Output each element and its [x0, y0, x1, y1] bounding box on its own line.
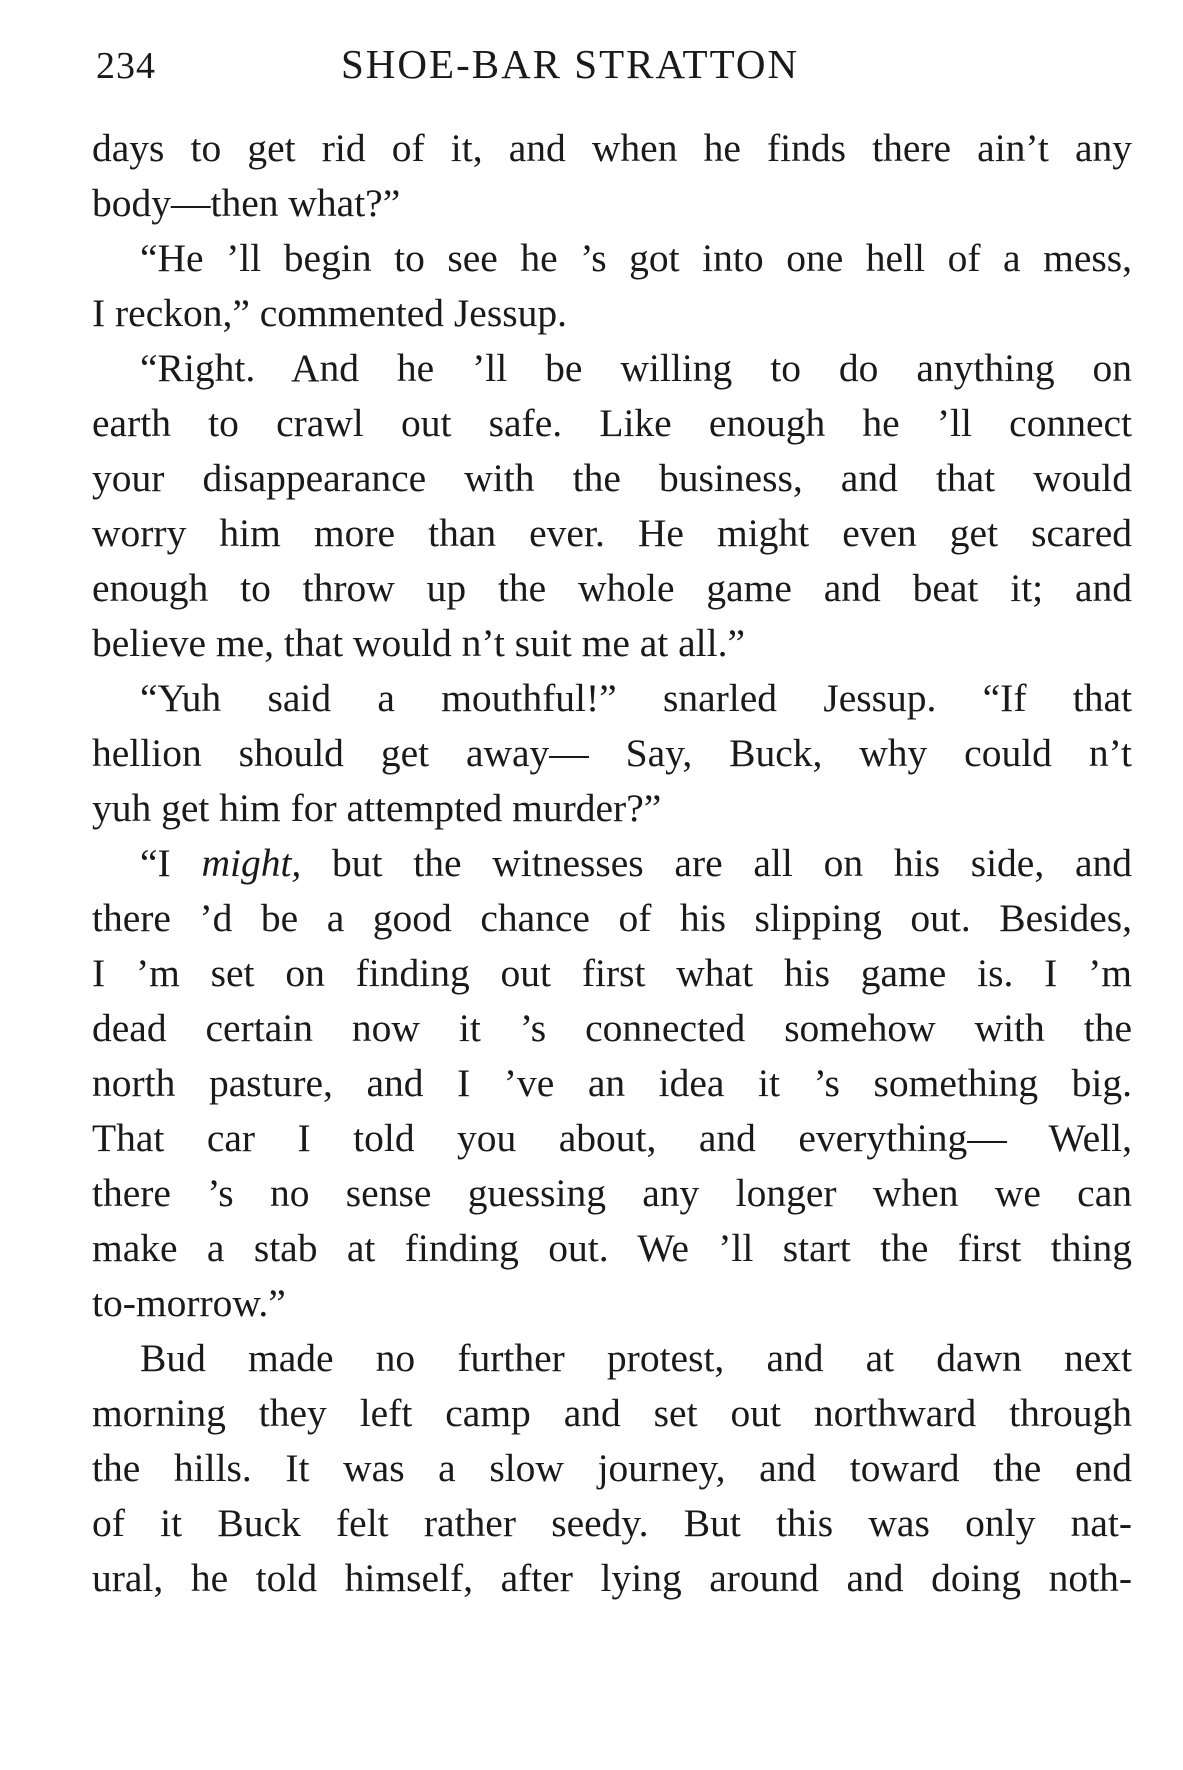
- text-line: ural, he told himself, after lying around and doing noth-: [92, 1556, 1132, 1600]
- text-line: make a stab at finding out. We ’ll start the first thing: [92, 1226, 1132, 1270]
- text-line: your disappearance with the business, and that would: [92, 456, 1132, 500]
- text-line: north pasture, and I ’ve an idea it ’s something big.: [92, 1061, 1132, 1105]
- text-line: That car I told you about, and everything— Well,: [92, 1116, 1132, 1160]
- text-line: “Right. And he ’ll be willing to do anything on: [140, 346, 1132, 390]
- text-line: body—then what?”: [92, 181, 401, 225]
- text-line: Bud made no further protest, and at dawn next: [140, 1336, 1132, 1380]
- text-fragment: but the witnesses are all on his side, and: [301, 841, 1132, 885]
- text-line: yuh get him for attempted murder?”: [92, 786, 662, 830]
- text-line: days to get rid of it, and when he finds there ain’t any: [92, 126, 1132, 170]
- text-line: “Yuh said a mouthful!” snarled Jessup. “If that: [140, 676, 1132, 720]
- body-text: [92, 121, 1132, 1606]
- text-line: I reckon,” commented Jessup.: [92, 291, 567, 335]
- text-line: of it Buck felt rather seedy. But this was only nat-: [92, 1501, 1132, 1545]
- text-line: there ’d be a good chance of his slipping out. Besides,: [92, 896, 1132, 940]
- text-line: earth to crawl out safe. Like enough he ’ll connect: [92, 401, 1132, 445]
- running-head: [96, 40, 1126, 100]
- text-line: “He ’ll begin to see he ’s got into one hell of a mess,: [140, 236, 1132, 280]
- text-line: worry him more than ever. He might even get scared: [92, 511, 1132, 555]
- text-line: morning they left camp and set out northward through: [92, 1391, 1132, 1435]
- emphasis-text: might,: [201, 841, 302, 885]
- text-line: there ’s no sense guessing any longer when we can: [92, 1171, 1132, 1215]
- text-line: [92, 836, 1132, 891]
- text-line: hellion should get away— Say, Buck, why could n’t: [92, 731, 1132, 775]
- text-line: dead certain now it ’s connected somehow with the: [92, 1006, 1132, 1050]
- page-number: 234: [96, 45, 156, 87]
- running-title: SHOE-BAR STRATTON: [341, 41, 800, 87]
- text-fragment: “I: [140, 841, 202, 885]
- text-line: to-morrow.”: [92, 1281, 286, 1325]
- text-line: believe me, that would n’t suit me at all.”: [92, 621, 746, 665]
- text-line: the hills. It was a slow journey, and toward the end: [92, 1446, 1132, 1490]
- text-line: I ’m set on finding out first what his game is. I ’m: [92, 951, 1132, 995]
- text-line: enough to throw up the whole game and beat it; and: [92, 566, 1132, 610]
